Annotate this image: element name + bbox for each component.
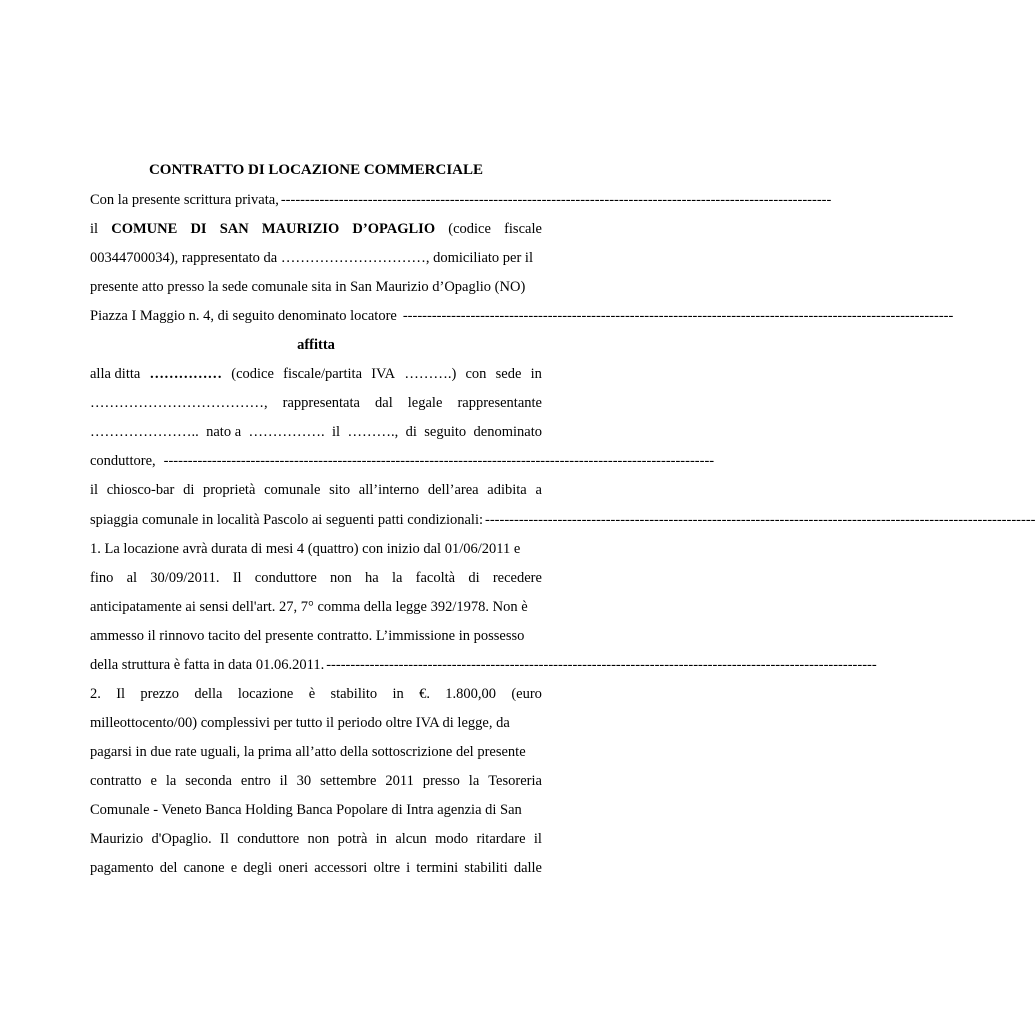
word: (codice [231,366,274,382]
word: non [307,831,330,847]
word: ………., [347,424,399,440]
paragraph-line [90,856,542,880]
paragraph-line: 1. La locazione avrà durata di mesi 4 (quattro) con inizio dal 01/06/2011 e [90,541,521,557]
word: Il [220,831,229,847]
paragraph-line [90,420,542,444]
word: 1.800,00 [445,686,497,702]
paragraph-line [90,827,542,851]
line-text: Con la presente scrittura privata, [90,192,279,208]
word: i [406,860,411,876]
word: a [535,482,542,498]
word: fiscale [504,221,542,237]
word: nato a [206,424,242,440]
word: la [391,570,403,586]
word: stabiliti [464,860,508,876]
word: oltre [373,860,401,876]
paragraph-line: anticipatamente ai sensi dell'art. 27, 7° comma della legge 392/1978. Non è [90,599,528,615]
paragraph-line [90,508,1035,532]
word: ………………………………, [90,395,268,411]
paragraph-line [90,478,542,502]
line-text: conduttore, [90,453,156,469]
paragraph-line [90,682,542,706]
word: rappresentata [282,395,360,411]
word: ritardare [476,831,526,847]
word: e [230,860,238,876]
paragraph-line: ammesso il rinnovo tacito del presente contratto. L’immissione in possesso [90,628,525,644]
word: IVA [371,366,396,382]
word: dalle [513,860,542,876]
word: …………… [149,366,223,382]
paragraph-line [90,217,542,241]
word: sito [329,482,351,498]
word: in [392,686,404,702]
word: fino [90,570,114,586]
word: degli [243,860,273,876]
word: SAN [219,221,249,237]
word: D’OPAGLIO [352,221,436,237]
word: termini [416,860,459,876]
word: (codice [448,221,491,237]
word: 30/09/2011. [150,570,220,586]
word: in [530,366,542,382]
word: recedere [492,570,542,586]
word: contratto [90,773,142,789]
paragraph-line [90,391,542,415]
word: proprietà [203,482,256,498]
word: la [165,773,177,789]
word: del [159,860,178,876]
word: DI [190,221,207,237]
word: fiscale/partita [283,366,363,382]
word: adibita [487,482,527,498]
word: il [90,482,99,498]
paragraph-line [90,188,832,212]
word: settembre [320,773,377,789]
paragraph-line: pagarsi in due rate uguali, la prima all’atto della sottoscrizione del presente [90,744,526,760]
word: seguito [424,424,467,440]
dash-filler: ------------------------------------------------------------------------------------------------------------------ [163,453,715,469]
word: con [465,366,487,382]
word: conduttore [237,831,300,847]
word: al [126,570,138,586]
word: Il [116,686,126,702]
paragraph-line [90,769,542,793]
word: legale [407,395,443,411]
word: 2. [90,686,101,702]
document-title: CONTRATTO DI LOCAZIONE COMMERCIALE [148,162,484,178]
word: è [308,686,316,702]
word: potrà [337,831,368,847]
word: canone [183,860,225,876]
word: €. [419,686,430,702]
word: in [375,831,388,847]
word: non [330,570,352,586]
word: alla ditta [90,366,141,382]
line-text: Piazza I Maggio n. 4, di seguito denominato locatore [90,308,397,324]
word: ……………. [248,424,325,440]
word: presso [422,773,460,789]
word: sede [495,366,522,382]
word: il [279,773,288,789]
word: d'Opaglio. [151,831,212,847]
word: Il [232,570,242,586]
word: conduttore [254,570,317,586]
word: di [183,482,195,498]
dash-filler: ------------------------------------------------------------------------------------------------------------------ [402,308,954,324]
word: dal [375,395,393,411]
word: facoltà [415,570,456,586]
word: pagamento [90,860,154,876]
word: della [194,686,223,702]
word: seconda [185,773,232,789]
word: rappresentante [457,395,542,411]
word: modo [435,831,469,847]
dash-filler: ------------------------------------------------------------------------------------------------------------------ [485,512,1035,528]
word: alcun [395,831,427,847]
word: ………………….. [90,424,199,440]
word: 2011 [385,773,414,789]
word: chiosco-bar [106,482,175,498]
dash-filler: ------------------------------------------------------------------------------------------------------------------ [326,657,877,673]
word: oneri [278,860,309,876]
word: accessori [314,860,368,876]
word: entro [240,773,271,789]
word: 30 [296,773,312,789]
word: Maurizio [90,831,144,847]
paragraph-line [90,653,877,677]
line-text: spiaggia comunale in località Pascolo ai seguenti patti condizionali: [90,512,484,528]
word: ……….) [404,366,457,382]
word: denominato [473,424,542,440]
paragraph-line [90,566,542,590]
word: e [150,773,157,789]
line-text: della struttura è fatta in data 01.06.2011. [90,657,325,673]
paragraph-line [90,362,542,386]
paragraph-line: presente atto presso la sede comunale sita in San Maurizio d’Opaglio (NO) [90,279,526,295]
word: Tesoreria [488,773,542,789]
word: (euro [511,686,542,702]
word: comunale [264,482,321,498]
word: prezzo [140,686,179,702]
word: locazione [237,686,294,702]
word: di [405,424,417,440]
paragraph-line: 00344700034), rappresentato da …………………………, domiciliato per il [90,250,533,266]
word: dell’area [427,482,479,498]
word: all’interno [358,482,420,498]
dash-filler: ------------------------------------------------------------------------------------------------------------------ [280,192,832,208]
word: stabilito [330,686,378,702]
paragraph-line [90,304,954,328]
section-heading: affitta [297,337,335,353]
word: di [468,570,480,586]
word: COMUNE [111,221,178,237]
word: il [332,424,341,440]
paragraph-line [90,449,715,473]
paragraph-line: milleottocento/00) complessivi per tutto il periodo oltre IVA di legge, da [90,715,510,731]
word: il [90,221,99,237]
paragraph-line: Comunale - Veneto Banca Holding Banca Popolare di Intra agenzia di San [90,802,522,818]
word: il [533,831,542,847]
word: ha [365,570,379,586]
word: la [468,773,480,789]
word: MAURIZIO [261,221,340,237]
